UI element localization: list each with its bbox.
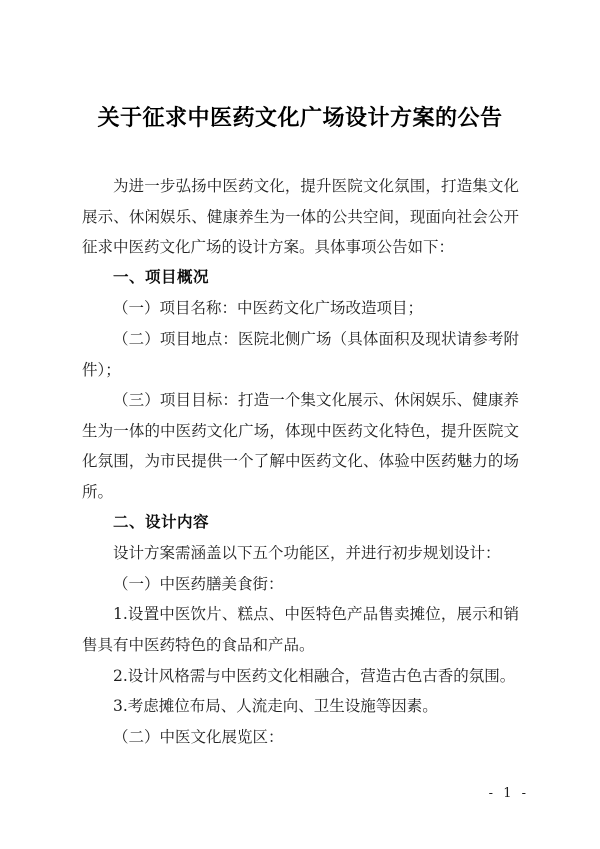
paragraph: 3.考虑摊位布局、人流走向、卫生设施等因素。 <box>113 697 438 716</box>
page-number: - 1 - <box>488 786 529 801</box>
paragraph: （二）中医文化展览区： <box>113 727 284 746</box>
paragraph: 1.设置中医饮片、糕点、中医特色产品售卖摊位，展示和销售具有中医药特色的食品和产品。 <box>82 605 519 654</box>
section-heading: 一、项目概况 <box>113 268 210 286</box>
document-title: 关于征求中医药文化广场设计方案的公告 <box>97 105 503 131</box>
paragraph: （一）项目名称：中医药文化广场改造项目； <box>113 299 424 318</box>
paragraph: （二）项目地点：医院北侧广场（具体面积及现状请参考附件）； <box>82 329 519 379</box>
section-heading: 二、设计内容 <box>113 513 210 531</box>
document-body <box>82 171 519 752</box>
paragraph: 为进一步弘扬中医药文化，提升医院文化氛围，打造集文化展示、休闲娱乐、健康养生为一体的公共空间，现面向社会公开征求中医药文化广场的设计方案。具体事项公告如下： <box>82 177 519 257</box>
paragraph: （一）中医药膳美食街： <box>113 574 284 593</box>
paragraph: 设计方案需涵盖以下五个功能区，并进行初步规划设计： <box>113 544 501 563</box>
paragraph: （三）项目目标：打造一个集文化展示、休闲娱乐、健康养生为一体的中医药文化广场，体现中医药文化特色，提升医院文化氛围，为市民提供一个了解中医药文化、体验中医药魅力的场所。 <box>82 391 519 501</box>
paragraph: 2.设计风格需与中医药文化相融合，营造古色古香的氛围。 <box>113 666 516 685</box>
